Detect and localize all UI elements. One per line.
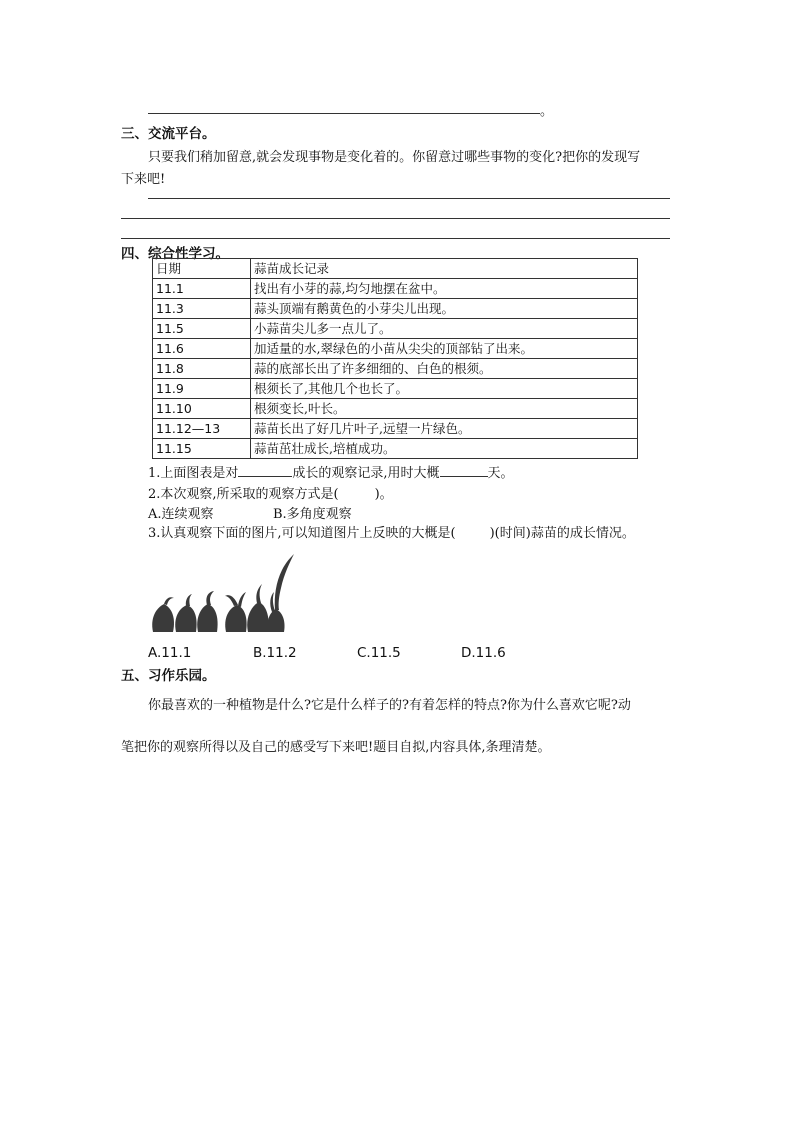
table-row [153,319,638,339]
question-2-text: 2.本次观察,所采取的观察方式是( [148,487,339,502]
table-cell-date: 11.9 [153,379,251,399]
table-header-row [153,259,638,279]
table-cell-date: 11.6 [153,339,251,359]
garlic-bulb-5 [247,602,268,632]
table-cell-date: 11.3 [153,299,251,319]
garlic-sprout-growth-image [148,552,308,636]
section-3-prompt-line-2: 下来吧! [121,172,166,187]
question-1-part-b: 成长的观察记录,用时大概 [292,466,440,481]
question-1-blank-days[interactable] [440,476,488,477]
table-cell-date: 11.12—13 [153,419,251,439]
question-2-option-b[interactable]: B.多角度观察 [273,507,352,522]
section-5-title: 五、习作乐园。 [121,668,216,684]
answer-line-top[interactable] [148,113,540,114]
question-2 [148,483,393,502]
answer-line-3a[interactable] [148,198,670,199]
table-row [153,279,638,299]
table-header-record: 蒜苗成长记录 [251,259,638,279]
answer-line-3c[interactable] [121,238,670,239]
table-row [153,339,638,359]
table-row [153,379,638,399]
answer-line-3b[interactable] [121,218,670,219]
section-3-title: 三、交流平台。 [121,126,216,142]
table-cell-date: 11.10 [153,399,251,419]
table-cell-record: 加适量的水,翠绿色的小苗从尖尖的顶部钻了出来。 [251,339,638,359]
question-3 [148,522,635,541]
table-cell-record: 根须长了,其他几个也长了。 [251,379,638,399]
table-cell-record: 蒜苗长出了好几片叶子,远望一片绿色。 [251,419,638,439]
table-row [153,399,638,419]
answer-line-top-period: 。 [540,104,554,119]
table-cell-record: 蒜苗茁壮成长,培植成功。 [251,439,638,459]
question-3-option-c[interactable]: C.11.5 [357,645,401,661]
table-row [153,419,638,439]
table-cell-record: 小蒜苗尖儿多一点儿了。 [251,319,638,339]
question-2-option-a[interactable]: A.连续观察 [148,507,214,522]
question-3-option-a[interactable]: A.11.1 [148,645,192,661]
question-1-blank-subject[interactable] [238,476,292,477]
garlic-bulb-4 [225,605,246,632]
table-cell-record: 根须变长,叶长。 [251,399,638,419]
question-3-end: )(时间)蒜苗的成长情况。 [489,526,635,541]
table-cell-date: 11.5 [153,319,251,339]
table-cell-date: 11.1 [153,279,251,299]
growth-record-table [152,258,638,459]
section-5-prompt-line-2: 笔把你的观察所得以及自己的感受写下来吧!题目自拟,内容具体,条理清楚。 [121,740,551,755]
question-1 [148,462,514,481]
table-cell-date: 11.8 [153,359,251,379]
question-1-part-c: 天。 [487,466,514,481]
table-cell-record: 找出有小芽的蒜,均匀地摆在盆中。 [251,279,638,299]
section-3-prompt-line-1: 只要我们稍加留意,就会发现事物是变化着的。你留意过哪些事物的变化?把你的发现写 [148,150,641,165]
garlic-bulb-3 [197,604,217,632]
garlic-bulb-6 [267,609,284,632]
table-row [153,439,638,459]
table-row [153,359,638,379]
question-1-part-a: 1.上面图表是对 [148,466,239,481]
table-cell-date: 11.15 [153,439,251,459]
section-5-prompt-line-1: 你最喜欢的一种植物是什么?它是什么样子的?有着怎样的特点?你为什么喜欢它呢?动 [148,698,631,713]
table-cell-record: 蒜头顶端有鹅黄色的小芽尖儿出现。 [251,299,638,319]
question-3-option-d[interactable]: D.11.6 [461,645,506,661]
section-4-title: 四、综合性学习。 [121,246,229,262]
table-header-date: 日期 [153,259,251,279]
garlic-bulb-1 [152,604,174,632]
question-3-text: 3.认真观察下面的图片,可以知道图片上反映的大概是( [148,526,456,541]
table-cell-record: 蒜的底部长出了许多细细的、白色的根须。 [251,359,638,379]
table-row [153,299,638,319]
question-3-option-b[interactable]: B.11.2 [253,645,297,661]
garlic-bulb-2 [175,605,196,632]
question-2-end: )。 [374,487,393,502]
